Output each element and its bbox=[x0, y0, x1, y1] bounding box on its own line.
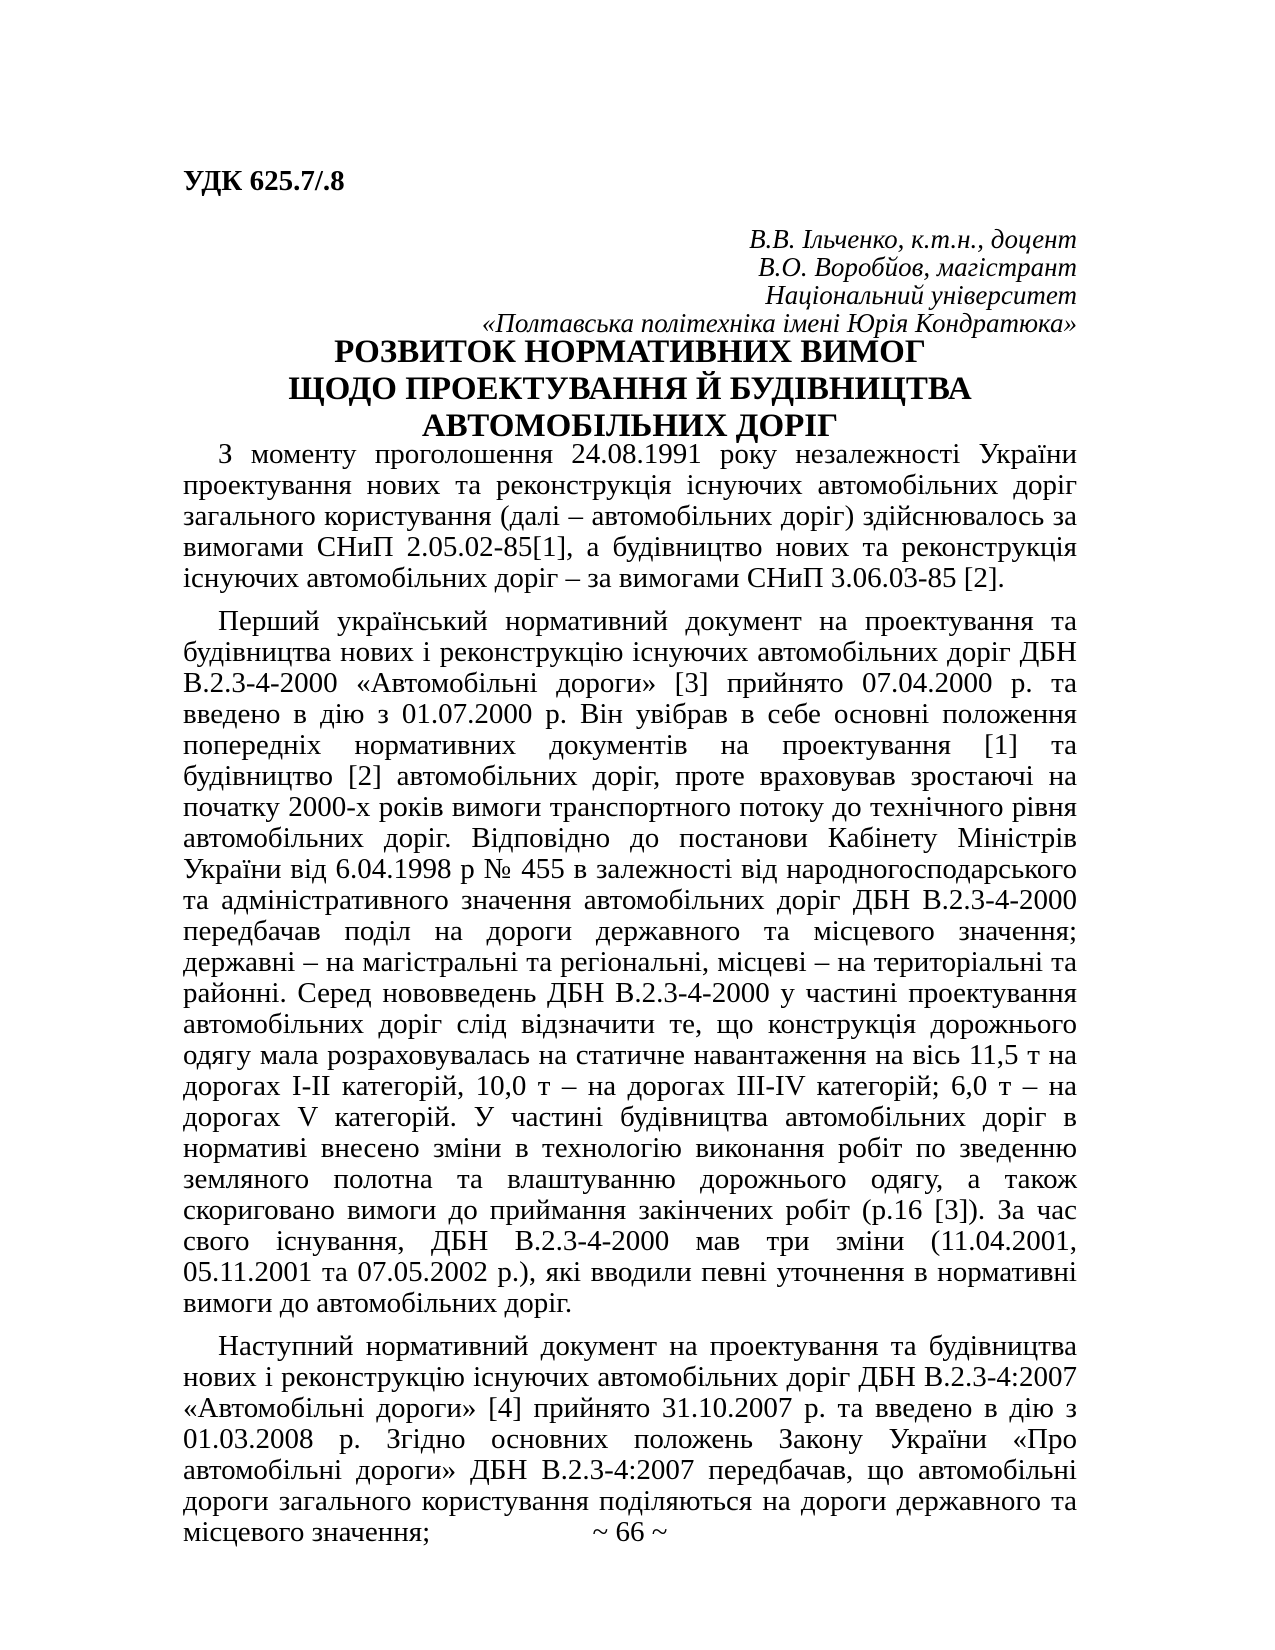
author-line-1: В.В. Ільченко, к.т.н., доцент bbox=[749, 224, 1077, 254]
author-line-2: В.О. Воробйов, магістрант bbox=[758, 252, 1077, 282]
page-number: ~ 66 ~ bbox=[592, 1516, 668, 1548]
affiliation-line-2: «Полтавська політехніка імені Юрія Кондратюка» bbox=[481, 308, 1077, 338]
paragraph-2: Перший український нормативний документ на проектування та будівництва нових і реконструкцію існуючих автомобільних доріг ДБН В.2.3-4-2000 «Автомобільні дороги» [3] прийнято 07.04.2000 р. та введено в дію з 01.07.2000 р. Він увібрав в себе основні положення попередніх нормативних документів на проектування [1] та будівництво [2] автомобільних доріг, проте враховував зростаючі на початку 2000-х років вимоги транспортного потоку до технічного рівня автомобільних доріг. Відповідно до постанови Кабінету Міністрів України від 6.04.1998 р № 455 в залежності від народногосподарського та адміністративного значення автомобільних доріг ДБН В.2.3-4-2000 передбачав поділ на дороги державного та місцевого значення; державні – на магістральні та регіональні, місцеві – на територіальні та районні. Серед нововведень ДБН В.2.3-4-2000 у частині проектування автомобільних доріг слід відзначити те, що конструкція дорожнього одягу мала розраховувалась на статичне навантаження на вісь 11,5 т на дорогах І-ІІ категорій, 10,0 т – на дорогах ІІІ-ІV категорій; 6,0 т – на дорогах V категорій. У частині будівництва автомобільних доріг в нормативі внесено зміни в технологію виконання робіт по зведенню земляного полотна та влаштуванню дорожнього одягу, а також скориговано вимоги до приймання закінчених робіт (р.16 [3]). За час свого існування, ДБН В.2.3-4-2000 мав три зміни (11.04.2001, 05.11.2001 та 07.05.2002 р.), які вводили певні уточнення в нормативні вимоги до автомобільних доріг. bbox=[183, 605, 1077, 1319]
article-title bbox=[183, 334, 1077, 445]
affiliation-line-1: Національний університет bbox=[765, 280, 1077, 310]
paragraph-3: Наступний нормативний документ на проектування та будівництва нових і реконструкцію існуючих автомобільних доріг ДБН В.2.3-4:2007 «Автомобільні дороги» [4] прийнято 31.10.2007 р. та введено в дію з 01.03.2008 р. Згідно основних положень Закону України «Про автомобільні дороги» ДБН В.2.3-4:2007 передбачав, що автомобільні дороги загального користування поділяються на дороги державного та місцевого значення; bbox=[183, 1330, 1077, 1548]
article-body bbox=[183, 439, 1077, 1560]
article-title-line-1: РОЗВИТОК НОРМАТИВНИХ ВИМОГ bbox=[334, 334, 926, 370]
udc-code: УДК 625.7/.8 bbox=[183, 165, 345, 197]
paragraph-1: З моменту проголошення 24.08.1991 року незалежності України проектування нових та реконструкція існуючих автомобільних доріг загального користування (далі – автомобільних доріг) здійснювалось за вимогами СНиП 2.05.02-85[1], а будівництво нових та реконструкція існуючих автомобільних доріг – за вимогами СНиП 3.06.03-85 [2]. bbox=[183, 438, 1077, 594]
article-title-line-2: ЩОДО ПРОЕКТУВАННЯ Й БУДІВНИЦТВА bbox=[288, 371, 972, 407]
article-title-line-3: АВТОМОБІЛЬНИХ ДОРІГ bbox=[421, 408, 839, 444]
author-block bbox=[183, 225, 1077, 337]
